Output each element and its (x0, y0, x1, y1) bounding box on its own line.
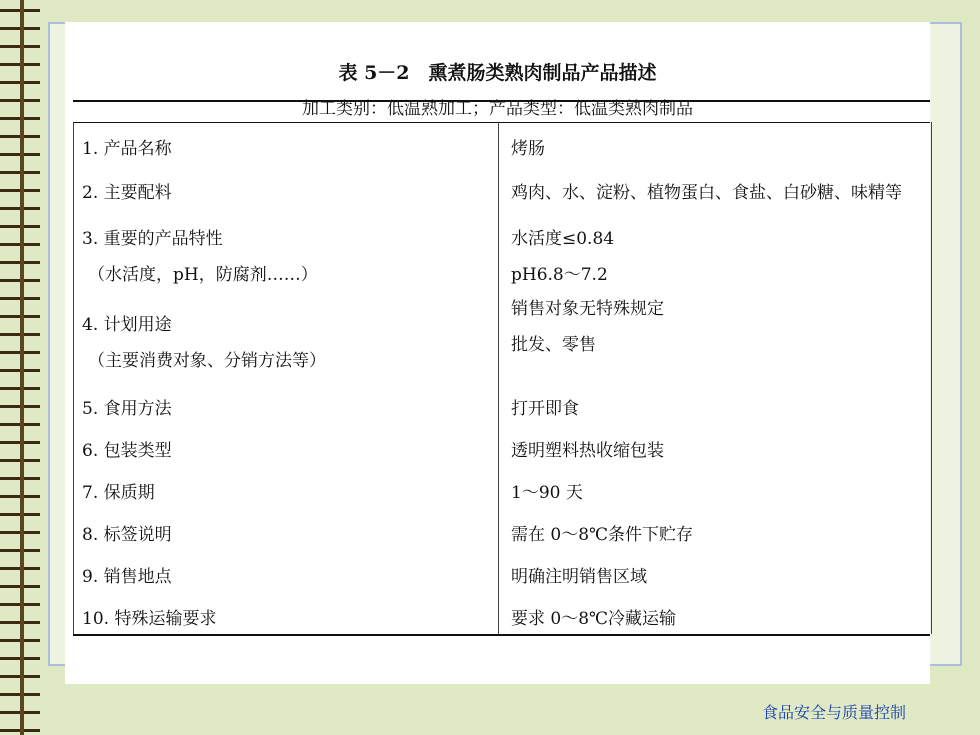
row-value: 要求 0～8℃冷藏运输 (511, 609, 677, 629)
row-value: 明确注明销售区域 (511, 567, 647, 587)
row-label: 4. 计划用途 (82, 315, 172, 335)
row-label: 6. 包装类型 (82, 441, 172, 461)
row-label: 1. 产品名称 (82, 139, 172, 159)
row-value: 透明塑料热收缩包装 (511, 441, 664, 461)
table-title: 表 5－2 熏煮肠类熟肉制品产品描述 (338, 62, 657, 84)
row-value: 鸡肉、水、淀粉、植物蛋白、食盐、白砂糖、味精等 (511, 183, 902, 203)
row-value: 打开即食 (511, 399, 579, 419)
row-value: 烤肠 (511, 139, 545, 159)
row-label-note: （水活度，pH，防腐剂……） (88, 265, 318, 285)
row-label: 3. 重要的产品特性 (82, 229, 223, 249)
row-value: 水活度≤0.84 (511, 229, 615, 249)
row-value: 需在 0～8℃条件下贮存 (511, 525, 694, 545)
row-value: 销售对象无特殊规定 (511, 299, 664, 319)
row-value-2: 批发、零售 (511, 335, 596, 355)
row-value-2: pH6.8～7.2 (511, 265, 608, 285)
row-label: 5. 食用方法 (82, 399, 172, 419)
row-value: 1～90 天 (511, 483, 583, 503)
row-label: 7. 保质期 (82, 483, 155, 503)
course-footer: 食品安全与质量控制 (761, 703, 906, 722)
table-bottom-rule (73, 634, 930, 636)
product-table (73, 122, 932, 634)
document-sheet (65, 22, 930, 684)
row-label: 9. 销售地点 (82, 567, 172, 587)
table-subtitle: 加工类别：低温熟加工；产品类型：低温类熟肉制品 (302, 99, 693, 119)
column-divider (498, 122, 499, 634)
row-label: 8. 标签说明 (82, 525, 172, 545)
spiral-binding (0, 0, 40, 735)
row-label: 2. 主要配料 (82, 183, 172, 203)
row-label: 10. 特殊运输要求 (82, 609, 217, 629)
row-label-note: （主要消费对象、分销方法等） (88, 351, 326, 371)
